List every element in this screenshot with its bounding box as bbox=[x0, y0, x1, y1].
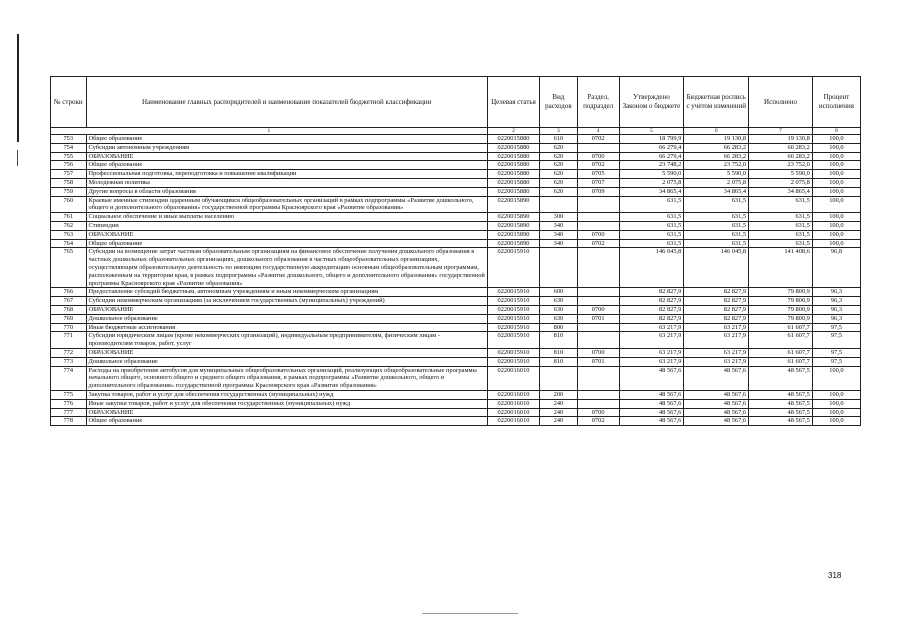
table-row bbox=[51, 221, 861, 230]
row-target-article: 0220015890 bbox=[487, 213, 539, 222]
row-expense-type: 240 bbox=[540, 399, 578, 408]
row-percent: 96,8 bbox=[812, 248, 860, 288]
table-row bbox=[51, 314, 861, 323]
table-body bbox=[51, 135, 861, 426]
row-approved: 48 567,6 bbox=[619, 399, 684, 408]
row-name: Общее образование bbox=[86, 239, 487, 248]
column-number: 6 bbox=[684, 128, 749, 135]
row-executed: 631,5 bbox=[749, 239, 813, 248]
row-number: 755 bbox=[51, 152, 87, 161]
row-percent: 97,5 bbox=[812, 323, 860, 332]
row-executed: 141 408,6 bbox=[749, 248, 813, 288]
header-approved: Утверждено Законом о бюджете bbox=[619, 77, 684, 128]
row-percent: 100,0 bbox=[812, 239, 860, 248]
row-approved: 631,5 bbox=[619, 239, 684, 248]
column-number: 2 bbox=[487, 128, 539, 135]
row-approved: 63 217,9 bbox=[619, 357, 684, 366]
row-section: 0700 bbox=[577, 408, 619, 417]
row-budget-schedule: 63 217,9 bbox=[684, 348, 749, 357]
row-target-article: 0220015890 bbox=[487, 230, 539, 239]
table-row bbox=[51, 178, 861, 187]
row-name: ОБРАЗОВАНИЕ bbox=[86, 305, 487, 314]
row-executed: 61 607,7 bbox=[749, 323, 813, 332]
row-target-article: 0220015910 bbox=[487, 323, 539, 332]
row-approved: 82 827,9 bbox=[619, 305, 684, 314]
row-executed: 48 567,5 bbox=[749, 417, 813, 426]
row-executed: 61 607,7 bbox=[749, 357, 813, 366]
row-budget-schedule: 19 130,8 bbox=[684, 135, 749, 144]
row-executed: 2 075,8 bbox=[749, 178, 813, 187]
row-section bbox=[577, 143, 619, 152]
row-target-article: 0220015880 bbox=[487, 161, 539, 170]
table-row bbox=[51, 305, 861, 314]
row-executed: 79 800,9 bbox=[749, 314, 813, 323]
table-row bbox=[51, 152, 861, 161]
row-number: 762 bbox=[51, 221, 87, 230]
row-section: 0709 bbox=[577, 187, 619, 196]
row-expense-type: 200 bbox=[540, 390, 578, 399]
scan-edge-mark bbox=[17, 150, 18, 166]
row-budget-schedule: 48 567,6 bbox=[684, 366, 749, 390]
row-target-article: 0220015880 bbox=[487, 135, 539, 144]
row-section: 0700 bbox=[577, 305, 619, 314]
row-section bbox=[577, 332, 619, 349]
row-number: 765 bbox=[51, 248, 87, 288]
row-percent: 100,0 bbox=[812, 143, 860, 152]
row-target-article: 0220016010 bbox=[487, 366, 539, 390]
row-target-article: 0220015910 bbox=[487, 297, 539, 306]
row-percent: 96,3 bbox=[812, 305, 860, 314]
row-number: 775 bbox=[51, 390, 87, 399]
row-executed: 48 567,5 bbox=[749, 399, 813, 408]
row-approved: 23 748,2 bbox=[619, 161, 684, 170]
header-budget-schedule: Бюджетная роспись с учетом изменений bbox=[684, 77, 749, 128]
table-row bbox=[51, 239, 861, 248]
row-target-article: 0220015910 bbox=[487, 348, 539, 357]
row-budget-schedule: 82 827,9 bbox=[684, 288, 749, 297]
row-number: 768 bbox=[51, 305, 87, 314]
table-row bbox=[51, 408, 861, 417]
row-name: Общее образование bbox=[86, 161, 487, 170]
row-section: 0702 bbox=[577, 417, 619, 426]
row-budget-schedule: 5 590,0 bbox=[684, 170, 749, 179]
row-percent: 100,0 bbox=[812, 213, 860, 222]
row-name: ОБРАЗОВАНИЕ bbox=[86, 230, 487, 239]
row-name: Предоставление субсидий бюджетным, автономным учреждениям и иным некоммерческим организациям bbox=[86, 288, 487, 297]
row-section bbox=[577, 399, 619, 408]
row-target-article: 0220015890 bbox=[487, 196, 539, 213]
row-expense-type: 340 bbox=[540, 239, 578, 248]
row-name: Молодежная политика bbox=[86, 178, 487, 187]
row-approved: 48 567,6 bbox=[619, 366, 684, 390]
row-number: 766 bbox=[51, 288, 87, 297]
row-section: 0702 bbox=[577, 239, 619, 248]
table-row bbox=[51, 161, 861, 170]
table-row bbox=[51, 366, 861, 390]
row-executed: 61 607,7 bbox=[749, 332, 813, 349]
table-row bbox=[51, 170, 861, 179]
row-budget-schedule: 66 283,2 bbox=[684, 152, 749, 161]
row-percent: 100,0 bbox=[812, 399, 860, 408]
row-approved: 5 590,0 bbox=[619, 170, 684, 179]
row-number: 777 bbox=[51, 408, 87, 417]
table-row bbox=[51, 288, 861, 297]
row-expense-type: 620 bbox=[540, 178, 578, 187]
row-budget-schedule: 48 567,6 bbox=[684, 417, 749, 426]
row-number: 756 bbox=[51, 161, 87, 170]
header-expense-type: Вид расходов bbox=[540, 77, 578, 128]
row-target-article: 0220015880 bbox=[487, 152, 539, 161]
column-number: 5 bbox=[619, 128, 684, 135]
row-section bbox=[577, 390, 619, 399]
row-budget-schedule: 631,5 bbox=[684, 213, 749, 222]
row-name: Субсидии некоммерческим организациям (за исключением государственных (муниципальных) учреждений) bbox=[86, 297, 487, 306]
row-budget-schedule: 48 567,6 bbox=[684, 390, 749, 399]
row-executed: 5 590,0 bbox=[749, 170, 813, 179]
table-row bbox=[51, 230, 861, 239]
row-target-article: 0220015890 bbox=[487, 221, 539, 230]
row-approved: 66 279,4 bbox=[619, 143, 684, 152]
row-executed: 79 800,9 bbox=[749, 305, 813, 314]
row-section bbox=[577, 323, 619, 332]
row-name: ОБРАЗОВАНИЕ bbox=[86, 152, 487, 161]
row-percent: 100,0 bbox=[812, 135, 860, 144]
row-executed: 631,5 bbox=[749, 230, 813, 239]
row-name: Субсидии на возмещение затрат частным образовательным организациям на финансовое обеспечение получения дошкольного образования в частных дошкольных образовательных организациях, дошкольного образования в частных общеобразовательных организациях, осуществляющим образовательную деятельность по имеющим государственную аккредитацию основным общеобразовательным программам, расположенным на территории края, в рамках подпрограммы «Развитие дошкольного, общего и дополнительного образования» государственной программы Красноярского края «Развитие образования» bbox=[86, 248, 487, 288]
row-executed: 61 607,7 bbox=[749, 348, 813, 357]
header-section: Раздел, подраздел bbox=[577, 77, 619, 128]
table-row bbox=[51, 348, 861, 357]
row-number: 767 bbox=[51, 297, 87, 306]
row-percent: 100,0 bbox=[812, 178, 860, 187]
row-expense-type: 240 bbox=[540, 408, 578, 417]
row-section: 0707 bbox=[577, 178, 619, 187]
row-budget-schedule: 63 217,9 bbox=[684, 357, 749, 366]
row-budget-schedule: 23 752,0 bbox=[684, 161, 749, 170]
row-approved: 48 567,6 bbox=[619, 417, 684, 426]
table-row bbox=[51, 143, 861, 152]
row-percent: 100,0 bbox=[812, 152, 860, 161]
row-target-article: 0220015880 bbox=[487, 143, 539, 152]
row-target-article: 0220016010 bbox=[487, 399, 539, 408]
row-name: Общее образование bbox=[86, 135, 487, 144]
row-approved: 63 217,9 bbox=[619, 332, 684, 349]
column-number: 3 bbox=[540, 128, 578, 135]
row-target-article: 0220015910 bbox=[487, 357, 539, 366]
row-name: Субсидии юридическим лицам (кроме некоммерческих организаций), индивидуальным предпринимателям, физическим лицам - производителям товаров, работ, услуг bbox=[86, 332, 487, 349]
row-percent: 100,0 bbox=[812, 161, 860, 170]
row-percent: 96,3 bbox=[812, 288, 860, 297]
scan-artifact-line bbox=[422, 613, 518, 614]
row-name: ОБРАЗОВАНИЕ bbox=[86, 348, 487, 357]
header-target-article: Целевая статья bbox=[487, 77, 539, 128]
row-target-article: 0220016010 bbox=[487, 408, 539, 417]
row-target-article: 0220015910 bbox=[487, 305, 539, 314]
row-number: 770 bbox=[51, 323, 87, 332]
table-row bbox=[51, 357, 861, 366]
row-section: 0700 bbox=[577, 230, 619, 239]
row-percent: 97,5 bbox=[812, 348, 860, 357]
row-approved: 82 827,9 bbox=[619, 314, 684, 323]
row-percent: 100,0 bbox=[812, 170, 860, 179]
row-expense-type: 620 bbox=[540, 152, 578, 161]
row-section bbox=[577, 213, 619, 222]
row-approved: 631,5 bbox=[619, 196, 684, 213]
row-target-article: 0220016010 bbox=[487, 390, 539, 399]
row-section bbox=[577, 248, 619, 288]
table-row bbox=[51, 187, 861, 196]
row-expense-type: 810 bbox=[540, 332, 578, 349]
row-name: Субсидии автономным учреждениям bbox=[86, 143, 487, 152]
row-budget-schedule: 631,5 bbox=[684, 221, 749, 230]
row-target-article: 0220015880 bbox=[487, 187, 539, 196]
row-number: 773 bbox=[51, 357, 87, 366]
row-budget-schedule: 63 217,9 bbox=[684, 323, 749, 332]
row-expense-type: 810 bbox=[540, 357, 578, 366]
row-section bbox=[577, 288, 619, 297]
header-name: Наименование главных распорядителей и наименование показателей бюджетной классификации bbox=[86, 77, 487, 128]
table-row bbox=[51, 135, 861, 144]
row-section: 0700 bbox=[577, 152, 619, 161]
row-budget-schedule: 631,5 bbox=[684, 196, 749, 213]
row-name: Общее образование bbox=[86, 417, 487, 426]
row-approved: 48 567,6 bbox=[619, 390, 684, 399]
row-name: Расходы на приобретение автобусов для муниципальных общеобразовательных организаций, реализующих общеобразовательные программы начального общего, основного общего и среднего общего образования, в рамках подпрограммы «Развитие дошкольного, общего и дополнительного образования» государственной программы Красноярского края «Развитие образования» bbox=[86, 366, 487, 390]
table-row bbox=[51, 417, 861, 426]
row-approved: 631,5 bbox=[619, 230, 684, 239]
row-section: 0701 bbox=[577, 357, 619, 366]
table-row bbox=[51, 196, 861, 213]
budget-execution-table bbox=[50, 76, 861, 426]
row-expense-type: 600 bbox=[540, 288, 578, 297]
row-executed: 66 283,2 bbox=[749, 143, 813, 152]
row-expense-type: 620 bbox=[540, 170, 578, 179]
row-number: 754 bbox=[51, 143, 87, 152]
row-percent: 97,5 bbox=[812, 357, 860, 366]
row-budget-schedule: 82 827,9 bbox=[684, 297, 749, 306]
row-number: 776 bbox=[51, 399, 87, 408]
row-percent: 100,0 bbox=[812, 221, 860, 230]
row-percent: 100,0 bbox=[812, 187, 860, 196]
row-number: 771 bbox=[51, 332, 87, 349]
row-executed: 23 752,0 bbox=[749, 161, 813, 170]
row-approved: 631,5 bbox=[619, 213, 684, 222]
row-percent: 100,0 bbox=[812, 366, 860, 390]
header-row-number: № строки bbox=[51, 77, 87, 128]
row-number: 769 bbox=[51, 314, 87, 323]
row-expense-type: 240 bbox=[540, 417, 578, 426]
column-number-row bbox=[51, 128, 861, 135]
row-section bbox=[577, 366, 619, 390]
row-percent: 96,3 bbox=[812, 314, 860, 323]
row-approved: 2 075,8 bbox=[619, 178, 684, 187]
row-budget-schedule: 63 217,9 bbox=[684, 332, 749, 349]
row-section: 0702 bbox=[577, 161, 619, 170]
row-percent: 100,0 bbox=[812, 230, 860, 239]
header-percent: Процент исполнения bbox=[812, 77, 860, 128]
row-executed: 48 567,5 bbox=[749, 408, 813, 417]
row-target-article: 0220015880 bbox=[487, 170, 539, 179]
row-expense-type: 620 bbox=[540, 187, 578, 196]
row-executed: 79 800,9 bbox=[749, 297, 813, 306]
row-percent: 100,0 bbox=[812, 196, 860, 213]
row-section bbox=[577, 221, 619, 230]
row-executed: 19 130,8 bbox=[749, 135, 813, 144]
row-number: 763 bbox=[51, 230, 87, 239]
row-expense-type: 610 bbox=[540, 135, 578, 144]
row-budget-schedule: 146 045,8 bbox=[684, 248, 749, 288]
column-number: 8 bbox=[812, 128, 860, 135]
row-expense-type: 620 bbox=[540, 161, 578, 170]
row-number: 760 bbox=[51, 196, 87, 213]
row-budget-schedule: 48 567,6 bbox=[684, 399, 749, 408]
row-number: 757 bbox=[51, 170, 87, 179]
row-number: 753 bbox=[51, 135, 87, 144]
row-name: Краевые именные стипендии одаренным обучающимся общеобразовательных организаций в рамках подпрограммы «Развитие дошкольного, общего и дополнительного образования» государственной программы Красноярского края «Развитие образования» bbox=[86, 196, 487, 213]
table-row bbox=[51, 213, 861, 222]
row-approved: 63 217,9 bbox=[619, 323, 684, 332]
row-target-article: 0220015890 bbox=[487, 239, 539, 248]
row-name: Стипендии bbox=[86, 221, 487, 230]
row-name: ОБРАЗОВАНИЕ bbox=[86, 408, 487, 417]
row-section bbox=[577, 297, 619, 306]
row-expense-type bbox=[540, 248, 578, 288]
row-percent: 100,0 bbox=[812, 390, 860, 399]
row-budget-schedule: 82 827,9 bbox=[684, 314, 749, 323]
row-budget-schedule: 631,5 bbox=[684, 239, 749, 248]
table-header-row bbox=[51, 77, 861, 128]
row-expense-type: 630 bbox=[540, 314, 578, 323]
row-number: 758 bbox=[51, 178, 87, 187]
row-expense-type: 630 bbox=[540, 297, 578, 306]
row-section: 0702 bbox=[577, 135, 619, 144]
row-name: Закупка товаров, работ и услуг для обеспечения государственных (муниципальных) нужд bbox=[86, 390, 487, 399]
row-expense-type: 800 bbox=[540, 323, 578, 332]
row-executed: 48 567,5 bbox=[749, 390, 813, 399]
row-approved: 82 827,9 bbox=[619, 288, 684, 297]
row-name: Дошкольное образование bbox=[86, 314, 487, 323]
row-expense-type: 810 bbox=[540, 348, 578, 357]
row-percent: 96,3 bbox=[812, 297, 860, 306]
row-executed: 66 283,2 bbox=[749, 152, 813, 161]
row-executed: 34 865,4 bbox=[749, 187, 813, 196]
row-name: Дошкольное образование bbox=[86, 357, 487, 366]
row-section: 0701 bbox=[577, 314, 619, 323]
row-expense-type: 340 bbox=[540, 221, 578, 230]
row-approved: 631,5 bbox=[619, 221, 684, 230]
row-approved: 146 045,8 bbox=[619, 248, 684, 288]
row-name: Иные бюджетные ассигнования bbox=[86, 323, 487, 332]
row-budget-schedule: 82 827,9 bbox=[684, 305, 749, 314]
header-executed: Исполнено bbox=[749, 77, 813, 128]
row-budget-schedule: 66 283,2 bbox=[684, 143, 749, 152]
row-budget-schedule: 48 567,6 bbox=[684, 408, 749, 417]
row-executed: 48 567,5 bbox=[749, 366, 813, 390]
row-number: 772 bbox=[51, 348, 87, 357]
row-percent: 100,0 bbox=[812, 417, 860, 426]
row-approved: 48 567,6 bbox=[619, 408, 684, 417]
row-budget-schedule: 34 865,4 bbox=[684, 187, 749, 196]
row-approved: 82 827,9 bbox=[619, 297, 684, 306]
table-row bbox=[51, 390, 861, 399]
row-target-article: 0220015910 bbox=[487, 248, 539, 288]
row-name: Другие вопросы в области образования bbox=[86, 187, 487, 196]
page-number: 318 bbox=[828, 571, 842, 580]
table-row bbox=[51, 399, 861, 408]
row-name: Социальное обеспечение и иные выплаты населению bbox=[86, 213, 487, 222]
row-section: 0700 bbox=[577, 348, 619, 357]
row-target-article: 0220015910 bbox=[487, 288, 539, 297]
row-number: 759 bbox=[51, 187, 87, 196]
table-row bbox=[51, 297, 861, 306]
column-number: 7 bbox=[749, 128, 813, 135]
row-number: 778 bbox=[51, 417, 87, 426]
row-expense-type: 630 bbox=[540, 305, 578, 314]
row-expense-type: 620 bbox=[540, 143, 578, 152]
scan-edge-mark bbox=[17, 34, 19, 142]
row-approved: 18 799,9 bbox=[619, 135, 684, 144]
row-section: 0705 bbox=[577, 170, 619, 179]
row-executed: 631,5 bbox=[749, 213, 813, 222]
row-number: 774 bbox=[51, 366, 87, 390]
table-row bbox=[51, 332, 861, 349]
column-number: 1 bbox=[51, 128, 488, 135]
row-section bbox=[577, 196, 619, 213]
row-executed: 79 800,9 bbox=[749, 288, 813, 297]
row-name: Профессиональная подготовка, переподготовка и повышение квалификации bbox=[86, 170, 487, 179]
column-number: 4 bbox=[577, 128, 619, 135]
row-name: Иные закупки товаров, работ и услуг для обеспечения государственных (муниципальных) нужд bbox=[86, 399, 487, 408]
row-percent: 100,0 bbox=[812, 408, 860, 417]
row-target-article: 0220015880 bbox=[487, 178, 539, 187]
row-number: 761 bbox=[51, 213, 87, 222]
row-expense-type: 300 bbox=[540, 213, 578, 222]
row-budget-schedule: 2 075,8 bbox=[684, 178, 749, 187]
row-target-article: 0220015910 bbox=[487, 332, 539, 349]
table-row bbox=[51, 323, 861, 332]
row-approved: 34 865,4 bbox=[619, 187, 684, 196]
table-row bbox=[51, 248, 861, 288]
row-expense-type bbox=[540, 366, 578, 390]
row-approved: 66 279,4 bbox=[619, 152, 684, 161]
row-expense-type bbox=[540, 196, 578, 213]
row-executed: 631,5 bbox=[749, 196, 813, 213]
row-expense-type: 340 bbox=[540, 230, 578, 239]
row-percent: 97,5 bbox=[812, 332, 860, 349]
row-executed: 631,5 bbox=[749, 221, 813, 230]
row-budget-schedule: 631,5 bbox=[684, 230, 749, 239]
row-target-article: 0220016010 bbox=[487, 417, 539, 426]
row-target-article: 0220015910 bbox=[487, 314, 539, 323]
row-number: 764 bbox=[51, 239, 87, 248]
row-approved: 63 217,9 bbox=[619, 348, 684, 357]
